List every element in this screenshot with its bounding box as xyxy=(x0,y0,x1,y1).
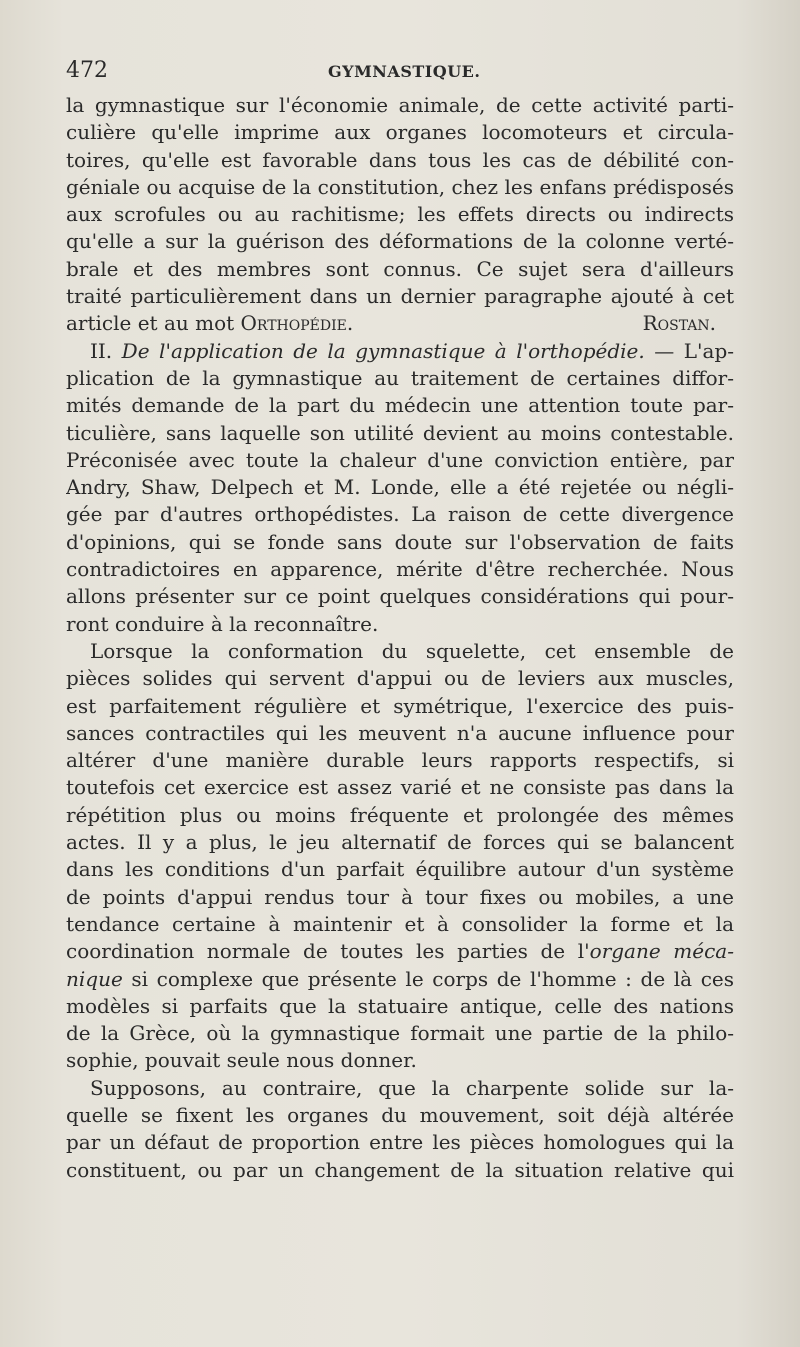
text-line: brale et des membres sont connus. Ce sujet sera d'ailleurs xyxy=(66,256,734,281)
section-number: II. xyxy=(90,338,122,363)
text-line: modèles si parfaits que la statuaire antique, celle des nations xyxy=(66,993,734,1018)
page-number: 472 xyxy=(66,58,108,83)
text-fragment: article et au mot xyxy=(66,311,241,336)
text-line: allons présenter sur ce point quelques considérations qui pour- xyxy=(66,584,734,609)
section-title: De l'application de la gymnastique à l'orthopédie. xyxy=(121,338,645,363)
text-line: culière qu'elle imprime aux organes locomoteurs et circula- xyxy=(66,120,734,145)
text-line: toutefois cet exercice est assez varié et ne consiste pas dans la xyxy=(66,775,734,800)
text-fragment: coordination normale de toutes les parties de l' xyxy=(66,939,590,964)
text-line xyxy=(66,966,734,993)
text-line: ront conduire à la reconnaître. xyxy=(66,611,379,636)
text-line: d'opinions, qui se fonde sans doute sur l'observation de faits xyxy=(66,529,734,554)
text-line: gée par d'autres orthopédistes. La raison de cette divergence xyxy=(66,502,734,527)
text-line: qu'elle a sur la guérison des déformations de la colonne verté- xyxy=(66,229,734,254)
text-line: de points d'appui rendus tour à tour fixes ou mobiles, a une xyxy=(66,884,734,909)
text-line: actes. Il y a plus, le jeu alternatif de forces qui se balancent xyxy=(66,830,734,855)
text-line: de la Grèce, où la gymnastique formait une partie de la philo- xyxy=(66,1021,734,1046)
text-line: Andry, Shaw, Delpech et M. Londe, elle a été rejetée ou négli- xyxy=(66,475,734,500)
text-line: géniale ou acquise de la constitution, chez les enfans prédisposés xyxy=(66,174,734,199)
signature-line xyxy=(66,310,734,337)
text-line: altérer d'une manière durable leurs rapports respectifs, si xyxy=(66,748,734,773)
text-line: quelle se fixent les organes du mouvement, soit déjà altérée xyxy=(66,1102,734,1127)
text-line: tendance certaine à maintenir et à consolider la forme et la xyxy=(66,911,734,936)
text-line: traité particulièrement dans un dernier paragraphe ajouté à cet xyxy=(66,284,734,309)
text-line: plication de la gymnastique au traitement de certaines diffor- xyxy=(66,365,734,390)
text-line: est parfaitement régulière et symétrique, l'exercice des puis- xyxy=(66,693,734,718)
text-line: mités demande de la part du médecin une attention toute par- xyxy=(66,393,734,418)
text-line: toires, qu'elle est favorable dans tous les cas de débilité con- xyxy=(66,147,734,172)
text-line: Supposons, au contraire, que la charpente solide sur la- xyxy=(90,1075,734,1100)
italic-term: organe méca- xyxy=(589,939,734,964)
text-line: répétition plus ou moins fréquente et prolongée des mêmes xyxy=(66,802,734,827)
italic-term: nique xyxy=(66,966,123,991)
cross-reference: Orthopédie. xyxy=(240,311,354,336)
text-line: sances contractiles qui les meuvent n'a aucune influence pour xyxy=(66,720,734,745)
running-head: GYMNASTIQUE. xyxy=(328,62,481,81)
text-line: aux scrofules ou au rachitisme; les effets directs ou indirects xyxy=(66,202,734,227)
text-fragment: si complexe que présente le corps de l'homme : de là ces xyxy=(122,966,734,991)
text-line: contradictoires en apparence, mérite d'être recherchée. Nous xyxy=(66,557,734,582)
text-line: ticulière, sans laquelle son utilité devient au moins contestable. xyxy=(66,420,734,445)
text-line: Lorsque la conformation du squelette, cet ensemble de xyxy=(90,638,734,663)
author-signature: Rostan. xyxy=(642,311,716,336)
text-line: la gymnastique sur l'économie animale, de cette activité parti- xyxy=(66,93,734,117)
text-line: dans les conditions d'un parfait équilibre autour d'un système xyxy=(66,857,734,882)
section-heading-line xyxy=(66,338,734,365)
text-line: constituent, ou par un changement de la situation relative qui xyxy=(66,1157,734,1182)
page-header xyxy=(66,54,734,90)
text-line: sophie, pouvait seule nous donner. xyxy=(66,1048,417,1073)
body-text xyxy=(66,92,734,1184)
text-line: pièces solides qui servent d'appui ou de leviers aux muscles, xyxy=(66,666,734,691)
text-line: Préconisée avec toute la chaleur d'une conviction entière, par xyxy=(66,447,734,472)
text-line: par un défaut de proportion entre les pièces homologues qui la xyxy=(66,1130,734,1155)
text-line xyxy=(66,938,734,965)
text-fragment: — L'ap- xyxy=(644,338,734,363)
